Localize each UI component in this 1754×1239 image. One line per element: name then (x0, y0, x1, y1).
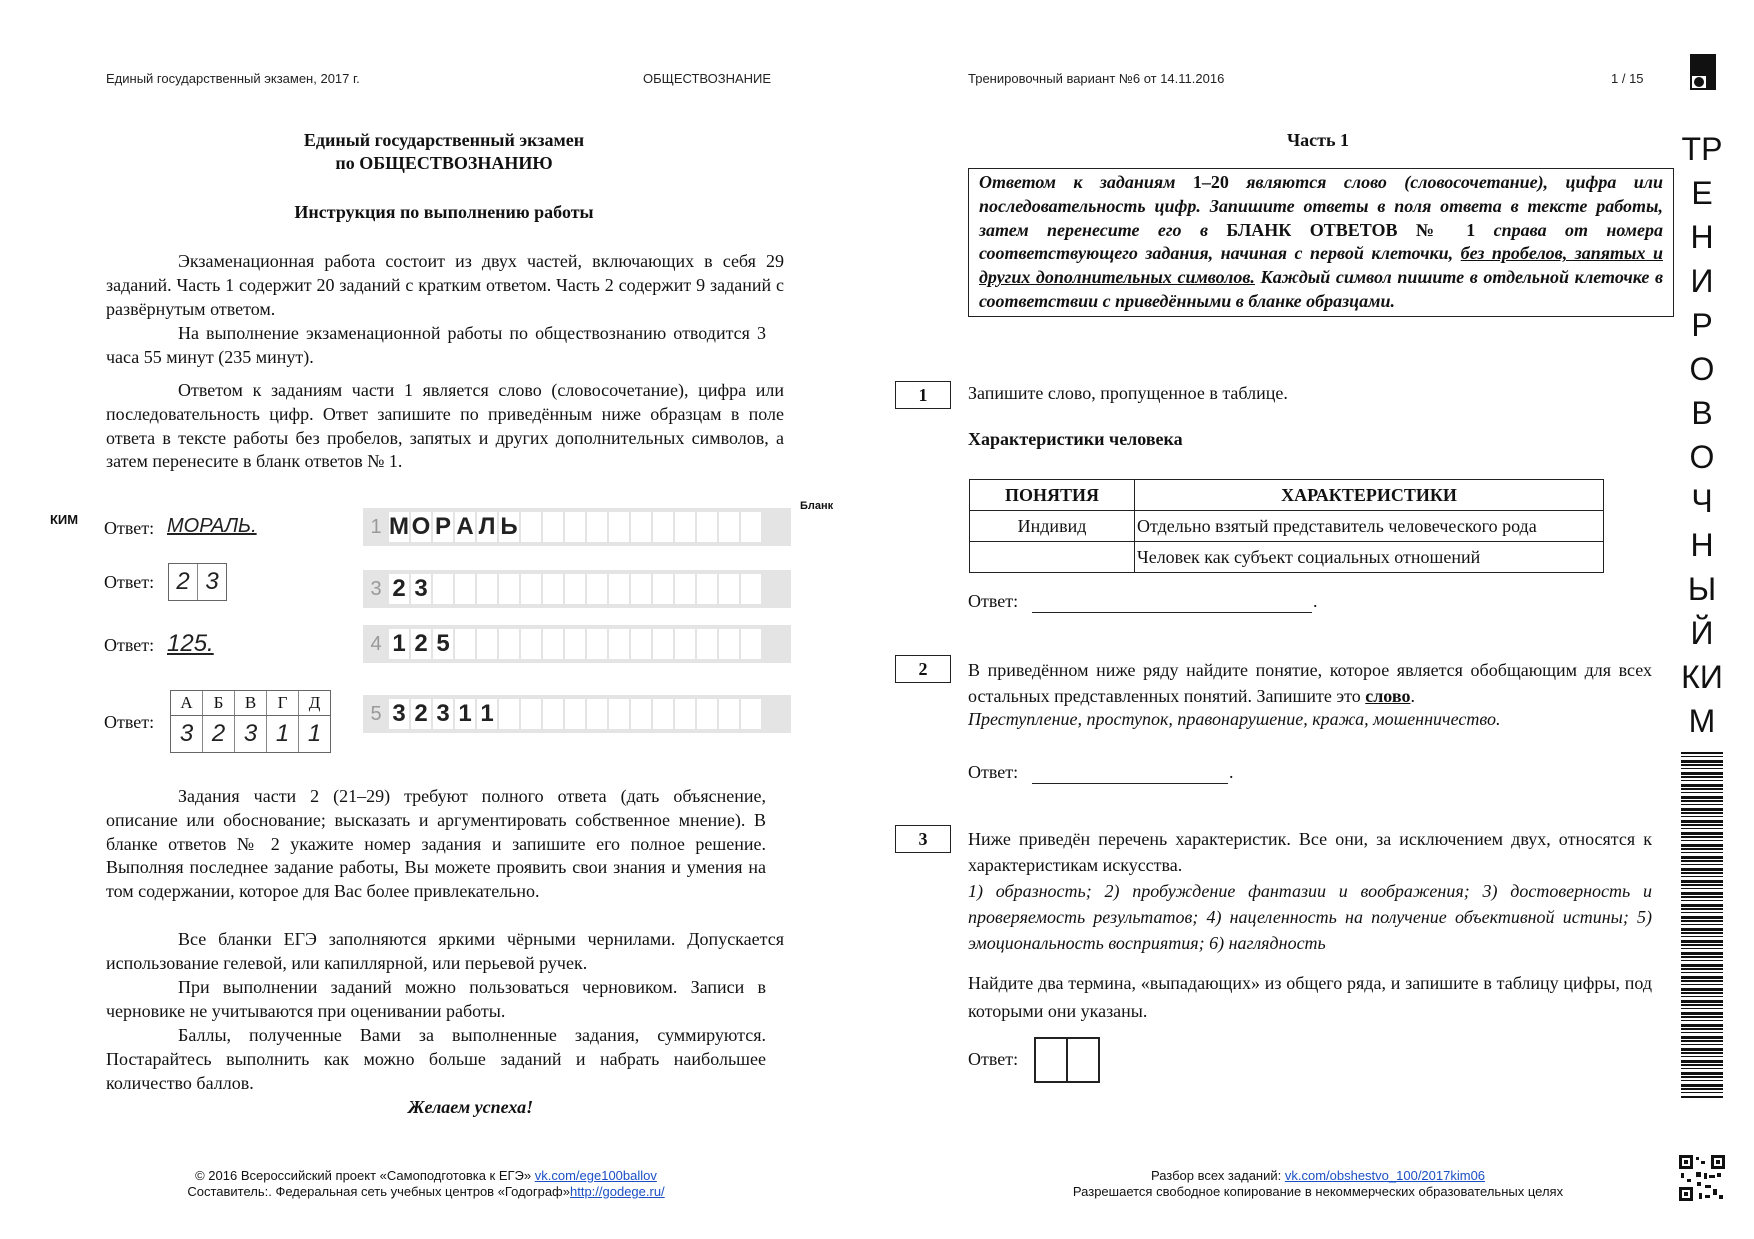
sample4-letter: А (180, 693, 193, 712)
footer-vk-link[interactable]: vk.com/ege100ballov (534, 1168, 657, 1183)
notice-range: 1–20 (1192, 172, 1229, 192)
task3-answer-cell[interactable] (1036, 1039, 1068, 1081)
vertical-letter: Ч (1691, 483, 1713, 519)
corner-marker-icon (1690, 54, 1716, 90)
blank-cell (697, 512, 717, 542)
blank-cell (587, 574, 607, 604)
sample4-letter: Б (202, 691, 234, 715)
blank-cell (565, 574, 585, 604)
instruction-title: Инструкция по выполнению работы (294, 202, 594, 222)
blank-cell (697, 699, 717, 729)
sample1-handwritten: МОРАЛЬ. (167, 515, 257, 537)
task2-answer-line[interactable] (1032, 783, 1228, 784)
blank-cell (631, 629, 651, 659)
blank-cell (653, 512, 673, 542)
vertical-letter: М (1688, 703, 1716, 739)
blank-cell (477, 574, 497, 604)
blank-cell: 2 (411, 629, 431, 659)
title-line-1: Единый государственный экзамен (303, 130, 585, 150)
sample2-blank-cells (389, 574, 763, 604)
blank-cell: 2 (411, 699, 431, 729)
footer-left-1 (106, 1168, 746, 1183)
blank-cell (697, 629, 717, 659)
sample2-digit: 3 (197, 564, 226, 600)
blank-cell (741, 629, 761, 659)
good-luck-text: Желаем успеха! (408, 1097, 534, 1117)
blank-cell: Л (478, 513, 496, 540)
sample4-digit: 3 (179, 720, 194, 747)
blank-cell: 1 (389, 629, 409, 659)
sample3-blank-cells (389, 629, 763, 659)
table-cell-concept: Индивид (970, 511, 1135, 542)
blank-cell: М (389, 513, 409, 540)
vertical-letter: В (1691, 395, 1713, 431)
part1-notice (968, 168, 1674, 317)
sample3-handwritten: 125. (167, 630, 214, 657)
blank-cell (675, 574, 695, 604)
task2-list: Преступление, проступок, правонарушение, кража, мошенничество. (968, 709, 1501, 729)
blank-cell (477, 629, 497, 659)
blank-cell (565, 699, 585, 729)
blank-cell (741, 574, 761, 604)
blank-cell: 3 (389, 699, 409, 729)
table-header-characteristics: ХАРАКТЕРИСТИКИ (1135, 480, 1604, 511)
task2-text-end: . (1410, 686, 1415, 706)
blank-cell (653, 574, 673, 604)
table-cell-desc: Отдельно взятый представитель человеческого рода (1135, 511, 1604, 542)
notice-form: БЛАНК ОТВЕТОВ № 1 (1226, 219, 1476, 240)
instruction-p1: Экзаменационная работа состоит из двух частей, включающих в себя 29 заданий. Часть 1 содержит 20 заданий с кратким ответом. Часть 2 содержит 9 заданий с развёрнутым ответом. (106, 251, 784, 319)
table-row (970, 542, 1604, 573)
sample4-blank-row (363, 695, 791, 733)
blank-cell (543, 699, 563, 729)
blank-label: Бланк (800, 500, 834, 512)
blank-cell (587, 512, 607, 542)
blank-cell (455, 629, 475, 659)
blank-cell: 2 (389, 574, 409, 604)
barcode (1681, 752, 1723, 1098)
qr-code-icon (1679, 1155, 1725, 1201)
task2-text (968, 657, 1652, 709)
notice-text: справа от номера соответствующего задания, начиная с первой клеточки, (979, 219, 1663, 264)
task2-text-main: В приведённом ниже ряду найдите понятие, которое является обобщающим для всех остальных представленных понятий. Запишите это (968, 660, 1652, 706)
instruction-p4: Задания части 2 (21–29) требуют полного ответа (дать объяснение, описание или обоснование; высказать и аргументировать собственное мнение). В бланке ответов № 2 укажите номер задания и запишите его полное решение. Выполняя последнее задание работы, Вы можете проявить свои знания и умения на том содержании, которое для Вас более привлекательно. (106, 786, 766, 902)
blank-cell (697, 574, 717, 604)
vertical-letter: И (1690, 263, 1714, 299)
notice-text: являются слово (словосочетание), цифра или последовательность цифр. Запишите ответы в поля ответа в тексте работы, затем перенесите его в (979, 172, 1663, 240)
blank-cell (675, 699, 695, 729)
blank-cell (653, 629, 673, 659)
sample4-blank-number: 5 (370, 702, 382, 725)
vertical-letter: Р (1691, 307, 1713, 343)
notice-text: Ответом к заданиям (979, 172, 1193, 192)
blank-cell (741, 699, 761, 729)
instruction-p7: Баллы, полученные Вами за выполненные задания, суммируются. Постарайтесь выполнить как можно больше заданий и набрать наибольшее количество баллов. (106, 1025, 766, 1093)
task2-answer-label: Ответ: (968, 762, 1019, 782)
blank-cell: 3 (411, 574, 431, 604)
blank-cell (543, 629, 563, 659)
blank-cell: Р (434, 513, 451, 540)
blank-cell (521, 574, 541, 604)
task3-instruction: Найдите два термина, «выпадающих» из общего ряда, и запишите в таблицу цифры, под которыми они указаны. (968, 973, 1652, 1021)
blank-cell (499, 629, 519, 659)
blank-cell (653, 699, 673, 729)
table-cell-desc: Человек как субъект социальных отношений (1135, 542, 1604, 573)
blank-cell (609, 629, 629, 659)
blank-cell (719, 629, 739, 659)
blank-cell (719, 574, 739, 604)
task3-answer-box[interactable] (1034, 1037, 1100, 1083)
table-header-concepts: ПОНЯТИЯ (970, 480, 1135, 511)
task2-number: 2 (895, 655, 951, 683)
blank-cell (609, 574, 629, 604)
notice-text: Каждый символ пишите в отдельной клеточке в соответствии с приведёнными в бланке образцами. (979, 267, 1663, 311)
blank-cell (587, 699, 607, 729)
header-exam-title: Единый государственный экзамен, 2017 г. (106, 71, 360, 86)
sample4-letter: Г (266, 691, 298, 715)
sample2-handwritten-box (168, 563, 227, 601)
header-subject: ОБЩЕСТВОЗНАНИЕ (643, 71, 772, 86)
blank-cell (719, 699, 739, 729)
blank-cell (587, 629, 607, 659)
task1-table-title: Характеристики человека (968, 429, 1183, 449)
task3-number: 3 (895, 825, 951, 853)
table-cell-concept-missing (970, 542, 1135, 573)
blank-cell (609, 512, 629, 542)
task3-answer-label: Ответ: (968, 1049, 1019, 1069)
blank-cell (433, 574, 453, 604)
notice-emphasis: без пробелов, запятых и других дополнительных символов. (979, 243, 1663, 288)
blank-cell: 5 (433, 629, 453, 659)
blank-cell: А (456, 513, 474, 540)
vertical-letter: О (1689, 351, 1715, 387)
vertical-letter: ТР (1681, 131, 1723, 167)
sample3-blank-number: 4 (370, 632, 382, 655)
sample3-blank-row (363, 625, 791, 663)
vertical-letter: Е (1691, 175, 1713, 211)
blank-cell (499, 574, 519, 604)
header-variant: Тренировочный вариант №6 от 14.11.2016 (968, 71, 1225, 86)
blank-cell (631, 699, 651, 729)
sample2-blank-row (363, 570, 791, 608)
task3-answer-cell[interactable] (1068, 1039, 1098, 1081)
blank-cell: Ь (500, 513, 518, 540)
blank-cell (565, 512, 585, 542)
sample2-blank-number: 3 (370, 577, 382, 600)
sample4-answer-label: Ответ: (104, 712, 155, 732)
blank-cell (521, 629, 541, 659)
task2-answer-dot: . (1229, 762, 1234, 782)
kim-label: КИМ (50, 512, 79, 527)
blank-cell (741, 512, 761, 542)
blank-cell (719, 512, 739, 542)
blank-cell (631, 574, 651, 604)
blank-cell (455, 574, 475, 604)
blank-cell (499, 699, 519, 729)
sample4-letter-grid (170, 690, 331, 753)
task1-answer-line[interactable] (1032, 612, 1312, 613)
sample4-digit: 2 (202, 716, 234, 752)
task1-number: 1 (895, 381, 951, 409)
sample2-answer-label: Ответ: (104, 572, 155, 592)
blank-cell (631, 512, 651, 542)
sample4-blank-cells (389, 699, 763, 729)
header-page-number: 1 / 15 (1611, 71, 1644, 86)
training-vertical-label (1674, 127, 1730, 743)
sample1-blank-number: 1 (370, 515, 382, 538)
vertical-letter: О (1689, 439, 1715, 475)
task1-answer-dot: . (1313, 591, 1318, 611)
blank-cell (543, 512, 563, 542)
instruction-p2: На выполнение экзаменационной работы по обществознанию отводится 3 часа 55 минут (235 минут). (106, 323, 766, 367)
blank-cell (521, 699, 541, 729)
sample4-digit: 3 (234, 716, 266, 752)
vertical-letter: Й (1690, 615, 1714, 651)
sample4-digit: 1 (298, 716, 330, 752)
sample1-answer-label: Ответ: (104, 518, 155, 538)
sample4-letter: В (234, 691, 266, 715)
blank-cell (521, 512, 541, 542)
blank-cell (543, 574, 563, 604)
footer-right-1 (968, 1168, 1668, 1183)
footer-left-2 (106, 1184, 746, 1199)
blank-cell: 1 (477, 699, 497, 729)
blank-cell: 3 (433, 699, 453, 729)
blank-cell: 1 (455, 699, 475, 729)
blank-cell (565, 629, 585, 659)
footer-right-2: Разрешается свободное копирование в некоммерческих образовательных целях (1072, 1184, 1564, 1199)
instruction-p5: Все бланки ЕГЭ заполняются яркими чёрными чернилами. Допускается использование гелевой, или капиллярной, или перьевой ручек. (106, 929, 784, 973)
sample1-blank-row (363, 508, 791, 546)
footer-analysis: Разбор всех заданий: (1150, 1168, 1285, 1183)
task1-text: Запишите слово, пропущенное в таблице. (968, 383, 1288, 403)
sample4-letter: Д (298, 691, 330, 715)
vertical-letter: Н (1690, 527, 1714, 563)
sample3-answer-label: Ответ: (104, 635, 155, 655)
blank-cell (675, 512, 695, 542)
footer-copyright: © 2016 Всероссийский проект «Самоподготовка к ЕГЭ» (195, 1168, 535, 1183)
title-line-2: по ОБЩЕСТВОЗНАНИЮ (335, 153, 553, 173)
vertical-letter: Ы (1687, 571, 1717, 607)
sample1-blank-cells (389, 512, 763, 542)
table-row (970, 511, 1604, 542)
task1-answer-label: Ответ: (968, 591, 1019, 611)
footer-godege-link[interactable]: http://godege.ru/ (569, 1184, 665, 1199)
footer-analysis-link[interactable]: vk.com/obshestvo_100/2017kim06 (1284, 1168, 1486, 1183)
vertical-letter: Н (1690, 219, 1714, 255)
blank-cell (675, 629, 695, 659)
vertical-letter: КИ (1681, 659, 1723, 695)
blank-cell: О (411, 513, 431, 540)
blank-cell (609, 699, 629, 729)
task3-list: 1) образность; 2) пробуждение фантазии и воображения; 3) достоверность и проверяемость результатов; 4) нацеленность на получение объективной истины; 5) эмоциональность восприятия; 6) наглядность (968, 881, 1652, 953)
part1-title: Часть 1 (1286, 130, 1350, 150)
task3-text: Ниже приведён перечень характеристик. Все они, за исключением двух, относятся к характеристикам искусства. (968, 829, 1652, 875)
task1-table (969, 479, 1604, 573)
footer-author: Составитель:. Федеральная сеть учебных центров «Годограф» (187, 1184, 570, 1199)
task2-text-word: слово (1365, 686, 1411, 706)
sample2-digit: 2 (176, 568, 190, 595)
instruction-p3: Ответом к заданиям части 1 является слово (словосочетание), цифра или последовательность цифр. Ответ запишите по приведённым ниже образцам в поле ответа в тексте работы без пробелов, запятых и других дополнительных символов, а затем перенесите в бланк ответов № 1. (106, 380, 784, 472)
sample4-digit: 1 (266, 716, 298, 752)
instruction-p6: При выполнении заданий можно пользоваться черновиком. Записи в черновике не учитываются при оценивании работы. (106, 977, 766, 1021)
